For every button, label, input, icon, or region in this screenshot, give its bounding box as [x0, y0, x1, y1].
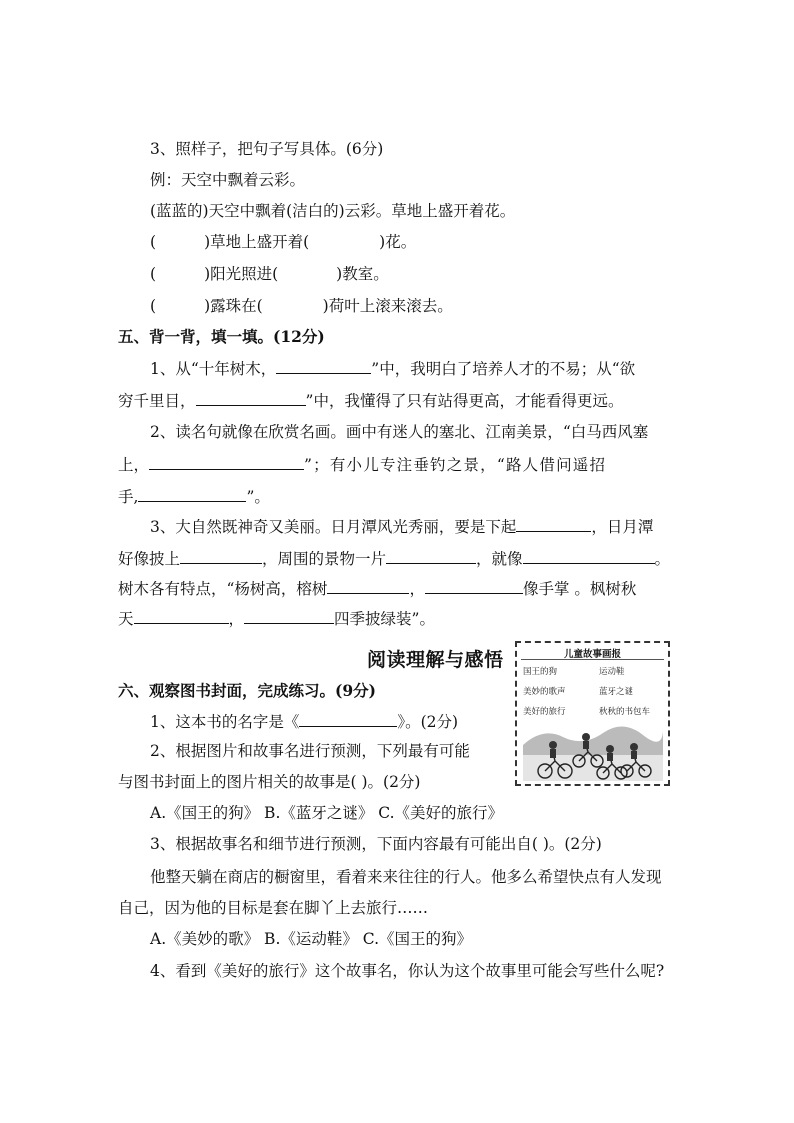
poster-title: 儿童故事画报 — [563, 649, 621, 660]
s6-q2-line2: 与图书封面上的图片相关的故事是( )。(2分) — [118, 773, 421, 791]
poster-story: 美好的旅行 — [523, 707, 566, 717]
book-cover-image — [515, 641, 670, 786]
poster-story: 美妙的歌声 — [523, 687, 566, 697]
blank[interactable] — [276, 358, 371, 374]
s6-q3: 3、根据故事名和细节进行预测，下面内容最有可能出自( )。(2分) — [150, 835, 602, 853]
example-answer: (蓝蓝的)天空中飘着(洁白的)云彩。草地上盛开着花。 — [150, 202, 516, 220]
poster-story: 蓝牙之谜 — [599, 687, 634, 697]
blank[interactable] — [425, 578, 523, 594]
blank[interactable] — [516, 516, 591, 532]
s5-q3-line4: 天 ， 四季披绿装”。 — [118, 610, 435, 628]
s5-q1-line1: 1、从“十年树木， ”中，我明白了培养人才的不易；从“欲 — [150, 360, 636, 378]
s5-q2-line1: 2、读名句就像在欣赏名画。画中有迷人的塞北、江南美景，“白马西风塞 — [150, 423, 649, 441]
s6-q4: 4、看到《美好的旅行》这个故事名，你认为这个故事里可能会写些什么呢? — [150, 962, 665, 980]
section5-title: 五、背一背，填一填。(12分) — [118, 327, 325, 346]
example-label: 例：天空中飘着云彩。 — [150, 171, 306, 189]
s6-q1: 1、这本书的名字是《 》。(2分) — [150, 713, 459, 731]
section6-title: 六、观察图书封面，完成练习。(9分) — [118, 681, 376, 700]
blank[interactable] — [244, 608, 334, 624]
blank[interactable] — [386, 548, 476, 564]
s6-q2-options: A.《国王的狗》 B.《蓝牙之谜》 C.《美好的旅行》 — [150, 804, 504, 822]
blank[interactable] — [327, 578, 409, 594]
passage-line1: 他整天躺在商店的橱窗里，看着来来往往的行人。他多么希望快点有人发现 — [150, 868, 662, 886]
s5-q1-line2: 穷千里目， ”中，我懂得了只有站得更高，才能看得更远。 — [118, 392, 624, 410]
blank[interactable] — [134, 608, 229, 624]
fill-item-2: ( )阳光照进( )教室。 — [150, 265, 389, 283]
children-cycling-illustration — [523, 715, 663, 781]
poster-story: 运动鞋 — [599, 667, 625, 677]
poster-story: 秋秋的书包车 — [599, 707, 651, 717]
blank[interactable] — [299, 711, 397, 727]
s5-q3-line3: 树木各有特点，“杨树高，榕树 ， 像手掌 。枫树秋 — [118, 580, 637, 598]
blank[interactable] — [138, 486, 246, 502]
s5-q3-line2: 好像披上 ，周围的景物一片 ，就像 。 — [118, 550, 671, 568]
s5-q2-line3: 手, ”。 — [118, 488, 270, 506]
q3-title: 3、照样子，把句子写具体。(6分) — [150, 140, 384, 158]
fill-item-1: ( )草地上盛开着( )花。 — [150, 233, 417, 251]
s5-q3-line1: 3、大自然既神奇又美丽。日月潭风光秀丽，要是下起 ，日月潭 — [150, 518, 654, 536]
poster-story: 国王的狗 — [523, 667, 558, 677]
reading-section-title: 阅读理解与感悟 — [367, 649, 504, 671]
fill-item-3: ( )露珠在( )荷叶上滚来滚去。 — [150, 297, 453, 315]
blank[interactable] — [180, 548, 262, 564]
poster-divider — [521, 659, 664, 660]
s6-q2-line1: 2、根据图片和故事名进行预测，下列最有可能 — [150, 742, 470, 760]
blank[interactable] — [149, 454, 304, 470]
s5-q2-line2: 上， ”；有小儿专注垂钓之景，“路人借问遥招 — [118, 456, 607, 474]
passage-line2: 自己，因为他的目标是套在脚丫上去旅行…… — [118, 899, 429, 917]
blank[interactable] — [196, 390, 306, 406]
blank[interactable] — [523, 548, 655, 564]
s6-q3-options: A.《美妙的歌》 B.《运动鞋》 C.《国王的狗》 — [150, 930, 473, 948]
